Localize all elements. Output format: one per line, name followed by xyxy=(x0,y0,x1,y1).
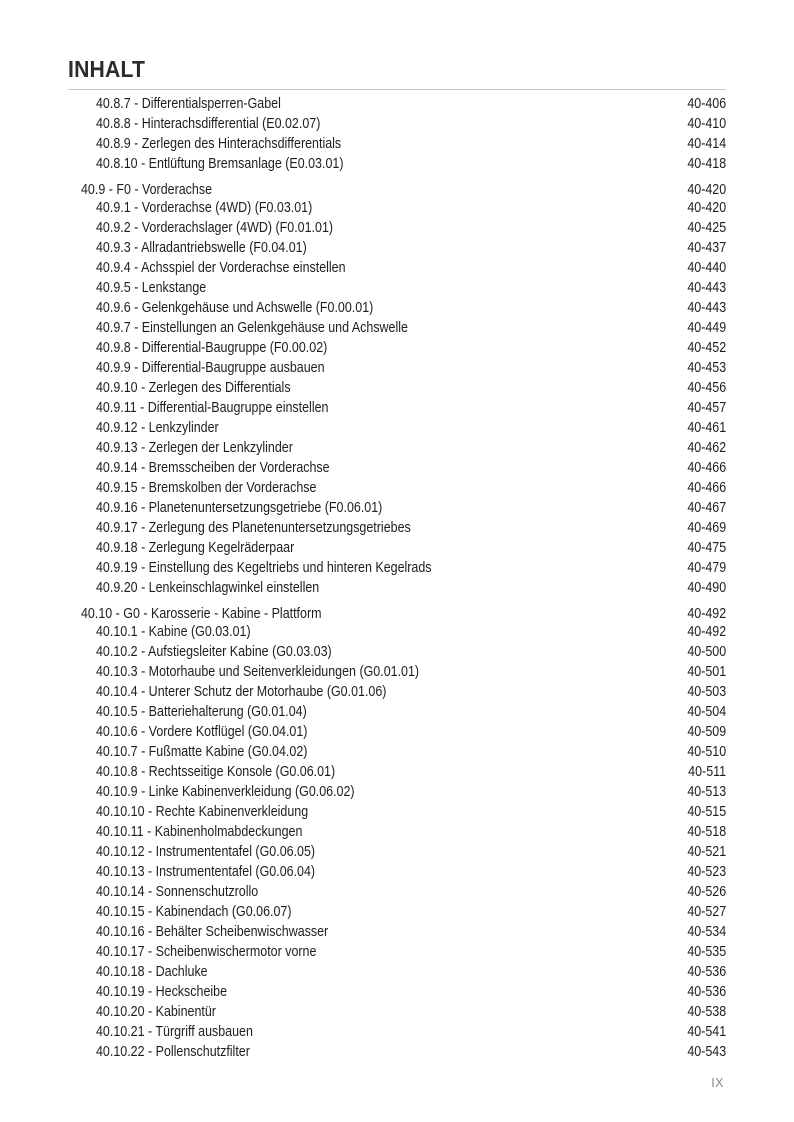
toc-entry-page: 40-475 xyxy=(687,540,726,556)
toc-entry-row[interactable] xyxy=(0,902,794,922)
toc-entry-page: 40-511 xyxy=(688,764,726,780)
toc-entry-title: 40.10.13 - Instrumententafel (G0.06.04) xyxy=(96,864,316,880)
title-divider xyxy=(68,89,726,90)
toc-entry-page: 40-526 xyxy=(687,884,726,900)
toc-entry-row[interactable] xyxy=(0,278,794,298)
toc-entry-row[interactable] xyxy=(0,558,794,578)
toc-entry-row[interactable] xyxy=(0,498,794,518)
toc-entry-title: 40.9.20 - Lenkeinschlagwinkel einstellen xyxy=(96,580,320,596)
toc-entry-title: 40.9.3 - Allradantriebswelle (F0.04.01) xyxy=(96,240,307,256)
toc-entry-row[interactable] xyxy=(0,114,794,134)
toc-entry-title: 40.9.11 - Differential-Baugruppe einstellen xyxy=(96,400,329,416)
toc-entry-row[interactable] xyxy=(0,418,794,438)
toc-entry-row[interactable] xyxy=(0,1002,794,1022)
toc-entry-title: 40.10.6 - Vordere Kotflügel (G0.04.01) xyxy=(96,724,308,740)
toc-entry-row[interactable] xyxy=(0,702,794,722)
toc-entry-page: 40-504 xyxy=(687,704,726,720)
toc-entry-title: 40.10.16 - Behälter Scheibenwischwasser xyxy=(96,924,329,940)
toc-entry-page: 40-510 xyxy=(687,744,726,760)
toc-entry-page: 40-466 xyxy=(687,480,726,496)
toc-entry-title: 40.10.14 - Sonnenschutzrollo xyxy=(96,884,259,900)
toc-entry-row[interactable] xyxy=(0,1042,794,1062)
toc-entry-row[interactable] xyxy=(0,134,794,154)
toc-entry-page: 40-523 xyxy=(687,864,726,880)
toc-entry-page: 40-490 xyxy=(687,580,726,596)
toc-entry-page: 40-414 xyxy=(687,136,726,152)
toc-entry-page: 40-538 xyxy=(687,1004,726,1020)
toc-entry-title: 40.10.19 - Heckscheibe xyxy=(96,984,228,1000)
toc-entry-row[interactable] xyxy=(0,742,794,762)
toc-entry-page: 40-418 xyxy=(687,156,726,172)
toc-entry-title: 40.9.9 - Differential-Baugruppe ausbauen xyxy=(96,360,325,376)
toc-entry-page: 40-515 xyxy=(687,804,726,820)
toc-entry-title: 40.9.10 - Zerlegen des Differentials xyxy=(96,380,291,396)
toc-entry-page: 40-518 xyxy=(687,824,726,840)
toc-entry-title: 40.10.1 - Kabine (G0.03.01) xyxy=(96,624,251,640)
toc-entry-page: 40-420 xyxy=(687,182,726,198)
toc-entry-page: 40-503 xyxy=(687,684,726,700)
toc-entry-title: 40.9.12 - Lenkzylinder xyxy=(96,420,219,436)
toc-entry-title: 40.9.14 - Bremsscheiben der Vorderachse xyxy=(96,460,330,476)
toc-entry-page: 40-443 xyxy=(687,280,726,296)
toc-entry-title: 40.9.2 - Vorderachslager (4WD) (F0.01.01) xyxy=(96,220,334,236)
toc-entry-title: 40.10.17 - Scheibenwischermotor vorne xyxy=(96,944,317,960)
toc-entry-page: 40-456 xyxy=(687,380,726,396)
toc-entry-title: 40.9.8 - Differential-Baugruppe (F0.00.02) xyxy=(96,340,328,356)
toc-entry-row[interactable] xyxy=(0,478,794,498)
toc-entry-title: 40.9.15 - Bremskolben der Vorderachse xyxy=(96,480,317,496)
toc-entry-row[interactable] xyxy=(0,298,794,318)
toc-entry-title: 40.9.7 - Einstellungen an Gelenkgehäuse und Achswelle xyxy=(96,320,408,336)
toc-entry-row[interactable] xyxy=(0,642,794,662)
toc-entry-page: 40-437 xyxy=(687,240,726,256)
toc-entry-page: 40-466 xyxy=(687,460,726,476)
toc-entry-row[interactable] xyxy=(0,538,794,558)
toc-entry-page: 40-492 xyxy=(687,624,726,640)
toc-entry-title: 40.8.10 - Entlüftung Bremsanlage (E0.03.01) xyxy=(96,156,344,172)
toc-entry-row[interactable] xyxy=(0,882,794,902)
toc-entry-row[interactable] xyxy=(0,358,794,378)
toc-entry-page: 40-509 xyxy=(687,724,726,740)
toc-entry-row[interactable] xyxy=(0,962,794,982)
toc-entry-page: 40-536 xyxy=(687,964,726,980)
toc-entry-page: 40-534 xyxy=(687,924,726,940)
toc-entry-title: 40.10.2 - Aufstiegsleiter Kabine (G0.03.03) xyxy=(96,644,332,660)
toc-entry-page: 40-425 xyxy=(687,220,726,236)
toc-entry-row[interactable] xyxy=(0,378,794,398)
toc-entry-title: 40.8.7 - Differentialsperren-Gabel xyxy=(96,96,281,112)
toc-entry-page: 40-527 xyxy=(687,904,726,920)
toc-entry-page: 40-513 xyxy=(687,784,726,800)
toc-entry-page: 40-543 xyxy=(687,1044,726,1060)
toc-entry-page: 40-410 xyxy=(687,116,726,132)
toc-entry-page: 40-535 xyxy=(687,944,726,960)
toc-entry-page: 40-449 xyxy=(687,320,726,336)
toc-entry-title: 40.10.22 - Pollenschutzfilter xyxy=(96,1044,250,1060)
toc-entry-title: 40.9.6 - Gelenkgehäuse und Achswelle (F0.00.01) xyxy=(96,300,374,316)
toc-entry-page: 40-469 xyxy=(687,520,726,536)
toc-entry-row[interactable] xyxy=(0,154,794,174)
toc-entry-row[interactable] xyxy=(0,622,794,642)
toc-entry-title: 40.10.12 - Instrumententafel (G0.06.05) xyxy=(96,844,316,860)
toc-entry-title: 40.10.4 - Unterer Schutz der Motorhaube (G0.01.06) xyxy=(96,684,387,700)
toc-entry-page: 40-479 xyxy=(687,560,726,576)
toc-entry-title: 40.10.21 - Türgriff ausbauen xyxy=(96,1024,253,1040)
toc-entry-row[interactable] xyxy=(0,782,794,802)
toc-entry-title: 40.10.7 - Fußmatte Kabine (G0.04.02) xyxy=(96,744,308,760)
toc-entry-title: 40.10.9 - Linke Kabinenverkleidung (G0.06.02) xyxy=(96,784,355,800)
toc-entry-row[interactable] xyxy=(0,722,794,742)
toc-entry-title: 40.10.20 - Kabinentür xyxy=(96,1004,216,1020)
toc-entry-row[interactable] xyxy=(0,1022,794,1042)
toc-entry-page: 40-457 xyxy=(687,400,726,416)
toc-entry-title: 40.9.4 - Achsspiel der Vorderachse einstellen xyxy=(96,260,346,276)
toc-entry-row[interactable] xyxy=(0,218,794,238)
toc-entry-page: 40-440 xyxy=(687,260,726,276)
toc-entry-page: 40-521 xyxy=(687,844,726,860)
toc-entry-title: 40.10 - G0 - Karosserie - Kabine - Plattform xyxy=(81,606,322,622)
toc-entry-title: 40.9.16 - Planetenuntersetzungsgetriebe (F0.06.01) xyxy=(96,500,383,516)
table-of-contents xyxy=(0,94,794,1062)
toc-entry-title: 40.9.5 - Lenkstange xyxy=(96,280,207,296)
toc-entry-row[interactable] xyxy=(0,662,794,682)
toc-entry-title: 40.10.11 - Kabinenholmabdeckungen xyxy=(96,824,303,840)
toc-entry-row[interactable] xyxy=(0,518,794,538)
toc-entry-row[interactable] xyxy=(0,238,794,258)
toc-entry-page: 40-453 xyxy=(687,360,726,376)
toc-entry-page: 40-462 xyxy=(687,440,726,456)
toc-entry-page: 40-492 xyxy=(687,606,726,622)
toc-entry-row[interactable] xyxy=(0,198,794,218)
toc-entry-title: 40.8.9 - Zerlegen des Hinterachsdifferentials xyxy=(96,136,342,152)
toc-entry-row[interactable] xyxy=(0,338,794,358)
toc-entry-title: 40.9.18 - Zerlegung Kegelräderpaar xyxy=(96,540,295,556)
toc-entry-row[interactable] xyxy=(0,438,794,458)
toc-entry-title: 40.9 - F0 - Vorderachse xyxy=(81,182,213,198)
toc-entry-page: 40-420 xyxy=(687,200,726,216)
toc-entry-title: 40.9.13 - Zerlegen der Lenkzylinder xyxy=(96,440,293,456)
toc-entry-title: 40.10.8 - Rechtsseitige Konsole (G0.06.01) xyxy=(96,764,336,780)
toc-entry-title: 40.9.19 - Einstellung des Kegeltriebs und hinteren Kegelrads xyxy=(96,560,432,576)
toc-entry-page: 40-406 xyxy=(687,96,726,112)
toc-entry-row[interactable] xyxy=(0,862,794,882)
toc-entry-row[interactable] xyxy=(0,318,794,338)
toc-entry-row[interactable] xyxy=(0,578,794,598)
toc-entry-title: 40.9.17 - Zerlegung des Planetenuntersetzungsgetriebes xyxy=(96,520,411,536)
toc-entry-row[interactable] xyxy=(0,398,794,418)
toc-entry-page: 40-500 xyxy=(687,644,726,660)
toc-section-row[interactable] xyxy=(0,174,794,198)
toc-entry-page: 40-461 xyxy=(687,420,726,436)
toc-entry-row[interactable] xyxy=(0,458,794,478)
toc-entry-page: 40-501 xyxy=(687,664,726,680)
toc-entry-row[interactable] xyxy=(0,822,794,842)
toc-entry-row[interactable] xyxy=(0,842,794,862)
toc-entry-title: 40.10.15 - Kabinendach (G0.06.07) xyxy=(96,904,292,920)
page-title: INHALT xyxy=(68,56,146,82)
toc-entry-row[interactable] xyxy=(0,94,794,114)
toc-entry-row[interactable] xyxy=(0,258,794,278)
toc-entry-row[interactable] xyxy=(0,762,794,782)
toc-entry-row[interactable] xyxy=(0,942,794,962)
toc-entry-title: 40.10.18 - Dachluke xyxy=(96,964,208,980)
toc-entry-title: 40.9.1 - Vorderachse (4WD) (F0.03.01) xyxy=(96,200,313,216)
toc-entry-title: 40.10.10 - Rechte Kabinenverkleidung xyxy=(96,804,309,820)
toc-entry-title: 40.8.8 - Hinterachsdifferential (E0.02.07) xyxy=(96,116,321,132)
toc-section-row[interactable] xyxy=(0,598,794,622)
toc-entry-row[interactable] xyxy=(0,682,794,702)
toc-entry-page: 40-452 xyxy=(687,340,726,356)
toc-entry-page: 40-443 xyxy=(687,300,726,316)
toc-entry-page: 40-467 xyxy=(687,500,726,516)
toc-entry-page: 40-536 xyxy=(687,984,726,1000)
toc-entry-row[interactable] xyxy=(0,802,794,822)
toc-entry-title: 40.10.5 - Batteriehalterung (G0.01.04) xyxy=(96,704,307,720)
toc-entry-row[interactable] xyxy=(0,982,794,1002)
toc-entry-page: 40-541 xyxy=(687,1024,726,1040)
toc-entry-row[interactable] xyxy=(0,922,794,942)
page-number: IX xyxy=(711,1076,724,1090)
toc-entry-title: 40.10.3 - Motorhaube und Seitenverkleidungen (G0.01.01) xyxy=(96,664,420,680)
